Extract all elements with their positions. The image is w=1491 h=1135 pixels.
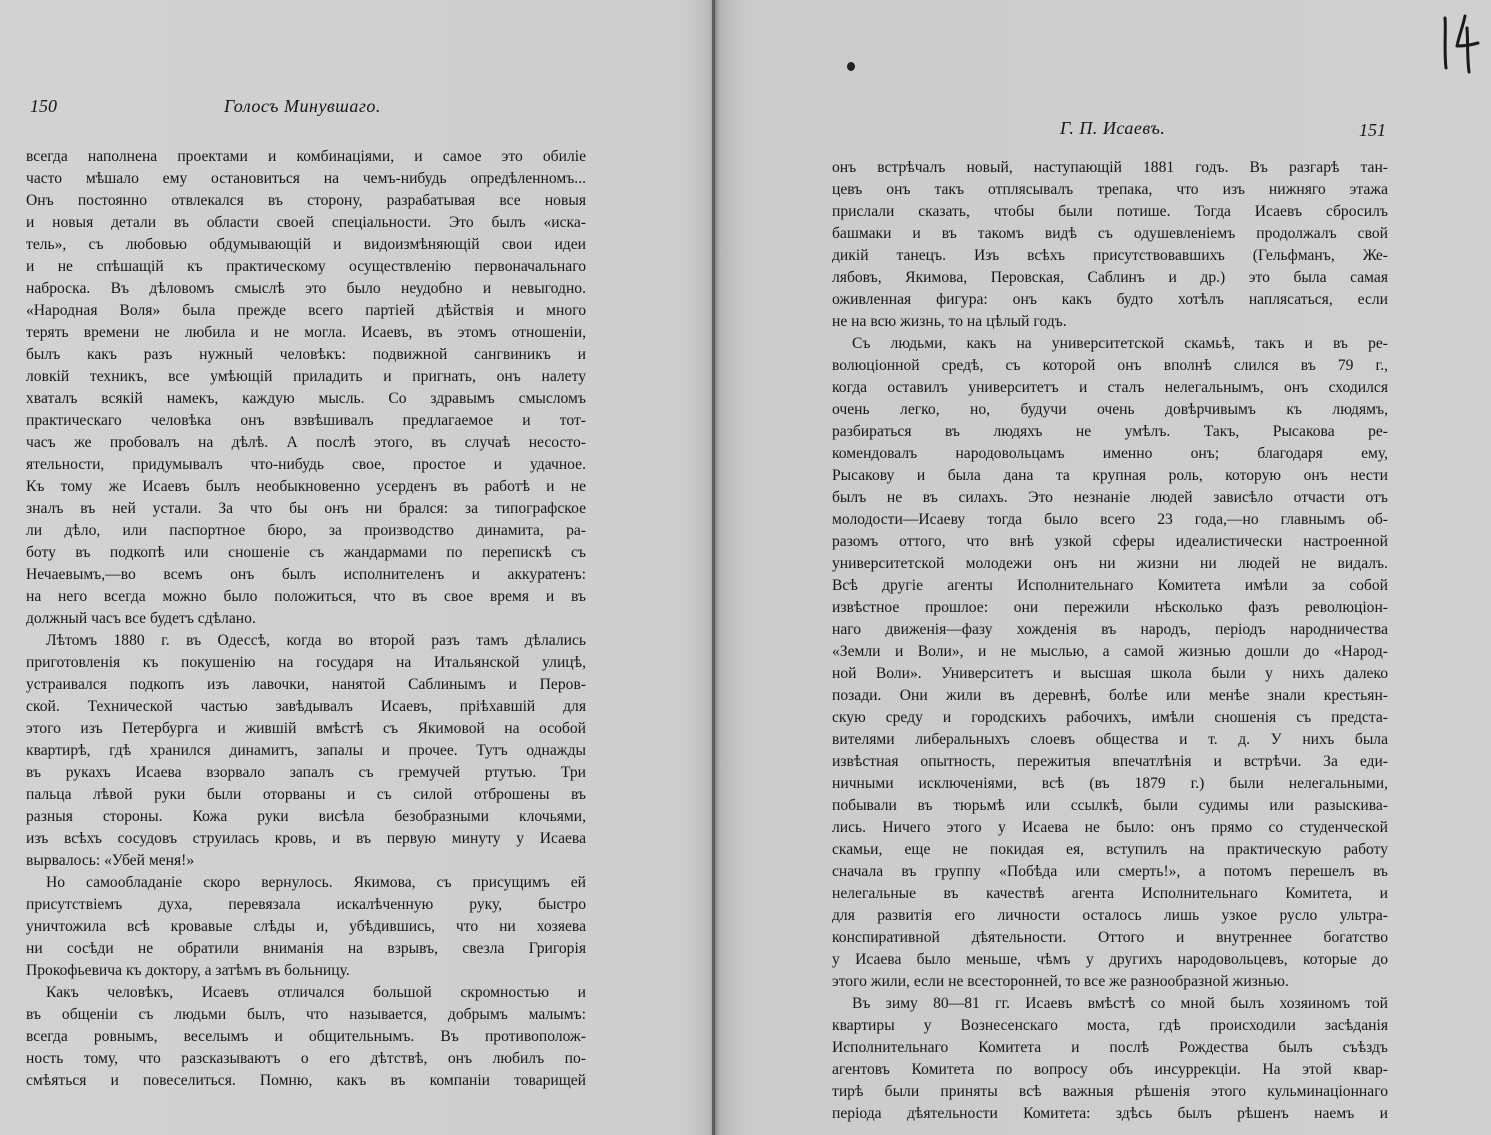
text-line: для развитія его личности осталось лишь узкое русло ультра- (832, 907, 1388, 924)
text-line: и новыя детали въ области своей спеціальности. Это былъ «иска- (26, 214, 586, 231)
text-line: изъ всѣхъ сосудовъ струилась кровь, и въ первую минуту у Исаева (26, 830, 586, 847)
text-line: ловкій техникъ, все умѣющій приладить и пригнать, онъ налету (26, 368, 586, 385)
text-line: вырвалось: «Убей меня!» (26, 852, 195, 869)
text-line: «Народная Воля» была прежде всего партіей дѣйствія и много (26, 302, 586, 319)
text-line: Лѣтомъ 1880 г. въ Одессѣ, когда во второй разъ тамъ дѣлались (46, 632, 586, 649)
text-line: ной Воли». Университетъ и высшая школа были у нихъ далеко (832, 665, 1388, 682)
text-line: очень легко, но, будучи очень довѣрчивымъ къ людямъ, (832, 401, 1388, 418)
text-line: боту въ подкопѣ или сношеніе съ жандармами по перепискѣ съ (26, 544, 586, 561)
page-number: 151 (1359, 120, 1386, 140)
text-line: «Земли и Воли», и не мыслью, а самой жизнью дошли до «Народ- (832, 643, 1388, 660)
text-line: Исполнительнаго Комитета и послѣ Рождества былъ съѣздъ (832, 1039, 1388, 1056)
text-line: Прокофьевича къ доктору, а затѣмъ въ больницу. (26, 962, 350, 979)
text-line: Рысакову и была дана та крупная роль, которую онъ нести (832, 467, 1388, 484)
text-line: тирѣ были приняты всѣ важныя рѣшенія этого кульминаціоннаго (832, 1083, 1388, 1100)
text-line: прислали сказать, чтобы были потише. Тогда Исаевъ сбросилъ (832, 203, 1388, 220)
page-number: 150 (30, 96, 57, 116)
text-line: вителями либеральныхъ слоевъ общества и т. д. У нихъ была (832, 731, 1388, 748)
text-line: былъ какъ разъ нужный человѣкъ: подвижной сангвиникъ и (26, 346, 586, 363)
text-line: университетской молодежи онъ ни жизни ни людей не видалъ. (832, 555, 1388, 572)
text-line: должный часъ все будетъ сдѣлано. (26, 610, 256, 627)
text-line: когда оставилъ университетъ и сталъ нелегальнымъ, онъ сходился (832, 379, 1388, 396)
text-line: Всѣ другіе агенты Исполнительнаго Комитета имѣли за собой (832, 577, 1388, 594)
text-line: присутствіемъ духа, перевязала искалѣченную руку, быстро (26, 896, 586, 913)
right-page-header (832, 116, 1388, 146)
text-line: Нечаевымъ,—во всемъ онъ былъ исполнителенъ и аккуратенъ: (26, 566, 586, 583)
text-line: квартирѣ, гдѣ хранился динамитъ, запалы и прочее. Тутъ однажды (26, 742, 586, 759)
text-line: волюціонной средѣ, съ которой онъ вполнѣ слился въ 79 г., (832, 357, 1388, 374)
text-line: смѣяться и повеселиться. Помню, какъ въ компаніи товарищей (26, 1072, 586, 1089)
text-line: онъ встрѣчалъ новый, наступающій 1881 годъ. Въ разгарѣ тан- (832, 159, 1388, 176)
text-line: часто мѣшало ему остановиться на чемъ-нибудь опредѣленномъ... (26, 170, 586, 187)
running-title: Г. П. Исаевъ. (1060, 118, 1166, 138)
text-line: дикій танецъ. Изъ всѣхъ присутствовавшихъ (Гельфманъ, Же- (832, 247, 1388, 264)
text-line: устраивался подкопъ изъ лавочки, нанятой Саблинымъ и Перов- (26, 676, 586, 693)
text-line: квартиры у Вознесенскаго моста, гдѣ происходили засѣданія (832, 1017, 1388, 1034)
handwritten-folio-mark (1441, 6, 1481, 76)
text-line: скую среду и городскихъ рабочихъ, имѣли сношенія съ предста- (832, 709, 1388, 726)
text-line: ятельности, придумывалъ что-нибудь свое, простое и удачное. (26, 456, 586, 473)
text-line: терять времени не любила и не могла. Исаевъ, въ этомъ отношеніи, (26, 324, 586, 341)
text-line: на него всегда можно было положиться, что въ свое время и въ (26, 588, 586, 605)
text-line: ни сосѣди не обратили вниманія на взрывъ, свезла Григорія (26, 940, 586, 957)
text-line: лябовъ, Якимова, Перовская, Саблинъ и др.) это была самая (832, 269, 1388, 286)
text-line: Но самообладаніе скоро вернулось. Якимова, съ присущимъ ей (46, 874, 586, 891)
text-line: агентовъ Комитета по вопросу объ инсуррекціи. На этой квар- (832, 1061, 1388, 1078)
text-line: разныя стороны. Кожа руки висѣла безобразными клочьями, (26, 808, 586, 825)
text-line: Онъ постоянно отвлекался въ сторону, разрабатывая все новыя (26, 192, 586, 209)
text-line: разомъ оттого, что внѣ узкой сферы идеалистически настроенной (832, 533, 1388, 550)
text-line: періода дѣятельности Комитета: здѣсь былъ рѣшенъ наемъ и (832, 1105, 1388, 1122)
text-line: извѣстная опытность, пережитыя впечатлѣнія и встрѣчи. За еди- (832, 753, 1388, 770)
text-line: всегда наполнена проектами и комбинаціями, и самое это обиліе (26, 148, 586, 165)
text-line: позади. Они жили въ деревнѣ, болѣе или менѣе знали крестьян- (832, 687, 1388, 704)
text-line: Къ тому же Исаевъ былъ необыкновенно усерденъ въ работѣ и не (26, 478, 586, 495)
text-line: практическаго человѣка онъ взвѣшивалъ предлагаемое и тот- (26, 412, 586, 429)
ink-spot (847, 62, 855, 71)
text-line: извѣстное прошлое: они пережили нѣсколько фазъ революціон- (832, 599, 1388, 616)
text-line: тель», съ любовью обдумывающій и видоизмѣняющій свои идеи (26, 236, 586, 253)
text-line: приготовленія къ покушенію на государя на Итальянской улицѣ, (26, 654, 586, 671)
text-line: побывали въ тюрьмѣ или ссылкѣ, были судимы или разыскива- (832, 797, 1388, 814)
text-line: въ рукахъ Исаева взорвало запалъ съ гремучей ртутью. Три (26, 764, 586, 781)
text-line: ли дѣло, или паспортное бюро, за производство динамита, ра- (26, 522, 586, 539)
text-line: уничтожила всѣ кровавые слѣды и, убѣдившись, что ни хозяева (26, 918, 586, 935)
text-line: часъ же пробовалъ на дѣлѣ. А послѣ этого, въ случаѣ несосто- (26, 434, 586, 451)
text-line: комендовалъ народовольцамъ именно онъ; благодаря ему, (832, 445, 1388, 462)
text-line: всегда ровнымъ, веселымъ и общительнымъ. Въ противополож- (26, 1028, 586, 1045)
left-page-text (26, 146, 586, 1092)
book-gutter (712, 0, 715, 1135)
text-line: конспиративной дѣятельности. Оттого и внутреннее богатство (832, 929, 1388, 946)
text-line: зналъ въ ней устали. За что бы онъ ни брался: за типографское (26, 500, 586, 517)
text-line: хваталъ всякій намекъ, каждую мысль. Со здравымъ смысломъ (26, 390, 586, 407)
text-line: и не спѣшащій къ практическому осуществленію первоначальнаго (26, 258, 586, 275)
text-line: разбираться въ людяхъ не умѣлъ. Такъ, Рысакова ре- (832, 423, 1388, 440)
text-line: сначала въ группу «Побѣда или смерть!», а потомъ перешелъ въ (832, 863, 1388, 880)
right-page-text (832, 157, 1388, 1125)
text-line: ничными исключеніями, всѣ (въ 1879 г.) были нелегальными, (832, 775, 1388, 792)
running-title: Голосъ Минувшаго. (224, 96, 381, 116)
text-line: лись. Ничего этого у Исаева не было: онъ прямо со студенческой (832, 819, 1388, 836)
text-line: этого жили, если не всесторонней, то все же разнообразной жизнью. (832, 973, 1289, 990)
text-line: въ общеніи съ людьми былъ, что называется, добрымъ малымъ: (26, 1006, 586, 1023)
text-line: цевъ онъ такъ отплясывалъ трепака, что изъ нижняго этажа (832, 181, 1388, 198)
text-line: наброска. Въ дѣловомъ смыслѣ это было неудобно и невыгодно. (26, 280, 586, 297)
text-line: наго движенія—фазу хожденія въ народъ, періодъ народничества (832, 621, 1388, 638)
text-line: у Исаева было меньше, чѣмъ у другихъ народовольцевъ, которые до (832, 951, 1388, 968)
text-line: Съ людьми, какъ на университетской скамьѣ, такъ и въ ре- (852, 335, 1388, 352)
text-line: Въ зиму 80—81 гг. Исаевъ вмѣстѣ со мной былъ хозяиномъ той (852, 995, 1388, 1012)
text-line: оживленная фигура: онъ какъ будто хотѣлъ наплясаться, если (832, 291, 1388, 308)
text-line: ской. Технической частью завѣдывалъ Исаевъ, пріѣхавшій для (26, 698, 586, 715)
text-line: нелегальные въ качествѣ агента Исполнительнаго Комитета, и (832, 885, 1388, 902)
text-line: не на всю жизнь, то на цѣлый годъ. (832, 313, 1067, 330)
text-line: башмаки и въ такомъ видѣ съ одушевленіемъ продолжалъ свой (832, 225, 1388, 242)
text-line: ность тому, что разсказываютъ о его дѣтствѣ, онъ любилъ по- (26, 1050, 586, 1067)
left-page-header (26, 96, 586, 126)
text-line: молодости—Исаеву тогда было всего 23 года,—но главнымъ об- (832, 511, 1388, 528)
text-line: былъ не въ силахъ. Это незнаніе людей зависѣло отчасти отъ (832, 489, 1388, 506)
text-line: пальца лѣвой руки были оторваны и съ силой отброшены въ (26, 786, 586, 803)
text-line: этого изъ Петербурга и жившій вмѣстѣ съ Якимовой на особой (26, 720, 586, 737)
text-line: скамьи, еще не покидая ея, вступилъ на практическую работу (832, 841, 1388, 858)
text-line: Какъ человѣкъ, Исаевъ отличался большой скромностью и (46, 984, 586, 1001)
